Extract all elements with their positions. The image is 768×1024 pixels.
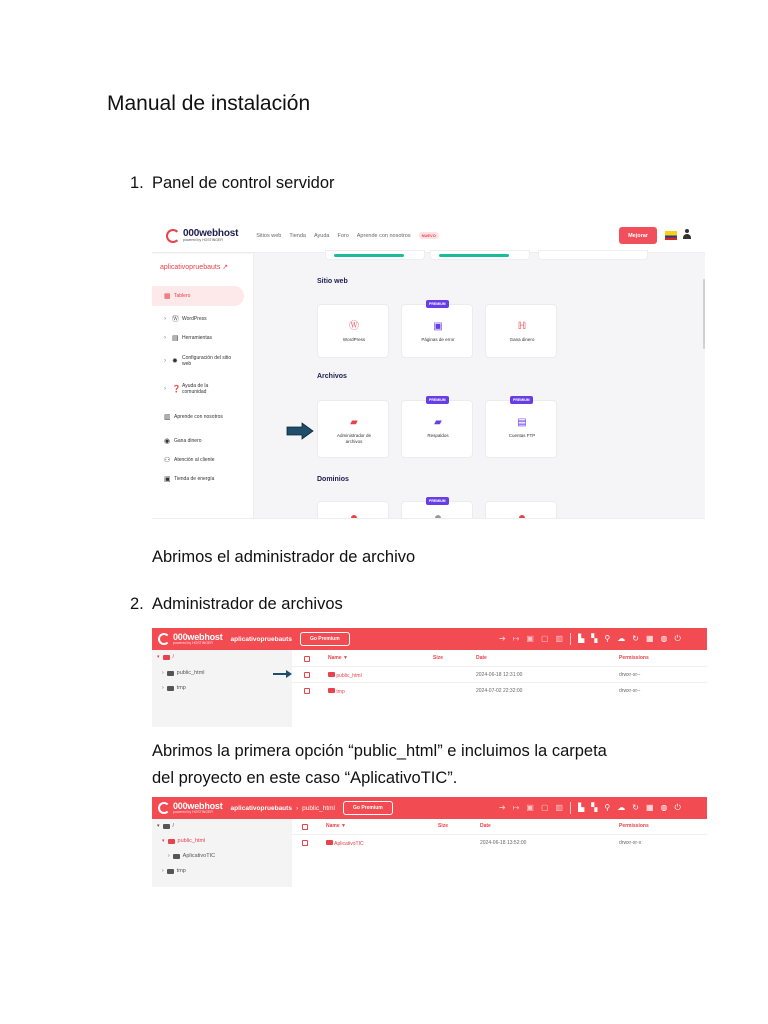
gear-icon: ✹ [172,358,178,365]
breadcrumb[interactable]: public_html [302,804,335,812]
search-icon[interactable]: ⚲ [604,634,611,643]
refresh-icon[interactable]: ↻ [632,634,639,643]
caption-line: Abrimos la primera opción “public_html” e incluimos la carpeta [152,742,607,760]
card-respaldos[interactable]: PREMIUM ▰ Respaldos [401,400,473,458]
logo-swirl-icon [158,802,170,814]
grid-view-icon[interactable]: ▦ [645,803,654,812]
dashboard-icon: ▦ [164,293,171,300]
folder-icon [167,686,174,691]
file-manager-top-bar [152,628,707,650]
wordpress-icon: Ⓦ [349,321,359,332]
file-name[interactable]: tmp [328,688,345,695]
premium-badge: PREMIUM [510,396,533,404]
folder-icon: ▰ [350,417,358,428]
pointer-arrow-icon [286,422,314,440]
support-icon: ⚇ [164,456,171,464]
folder-icon [168,839,175,844]
column-permissions[interactable]: Permissions [619,823,649,829]
toolbar [499,633,681,645]
row-checkbox[interactable] [304,672,310,678]
premium-badge: PREMIUM [426,300,449,308]
hosting-logo [158,802,223,815]
panel-main [255,254,705,519]
user-icon[interactable] [682,229,692,241]
logo-subtext: powered by HOSTINGER [173,809,213,814]
globe-icon[interactable]: ◍ [660,803,668,812]
hosting-logo [158,633,223,646]
file-manager-top-bar [152,797,707,819]
site-name[interactable]: aplicativopruebauts [230,804,292,812]
grid-view-icon[interactable]: ▦ [645,634,654,643]
upload-icon[interactable]: ☁ [617,634,626,643]
nav-foro[interactable]: Foro [337,232,349,239]
caption-line: del proyecto en este caso “AplicativoTIC”. [152,769,458,787]
archive-icon[interactable]: ▣ [526,634,534,643]
card-administrador-archivos[interactable]: ▰ Administrador de archivos [317,400,389,458]
go-premium-button[interactable]: Go Premium [300,632,350,646]
tree-root[interactable]: ▾ / [157,654,175,660]
step-1-heading [130,174,335,193]
external-link-icon: ↗ [222,264,229,271]
card-domain-1[interactable] [317,501,389,519]
tree-root[interactable]: ▾ / [157,823,175,829]
new-badge: NUEVO [419,232,439,239]
sidebar-item-aprende[interactable]: ▥ Aprende con nosotros [164,414,223,421]
logo-text: 000webhost [173,800,223,811]
folder-tree [152,650,292,727]
nav-ayuda[interactable]: Ayuda [313,232,330,239]
card-domain-2[interactable] [401,501,473,519]
step-2-caption [152,738,607,792]
panel-sidebar [152,254,254,519]
partial-card [538,250,648,260]
step-number: 2. [130,595,144,613]
logo-subtext: powered by HOSTINGER [173,640,213,645]
sidebar-item-ayuda-comunidad[interactable]: › ❓ Ayuda de la comunidad [164,383,209,395]
card-wordpress[interactable]: Ⓦ WordPress [317,304,389,358]
folder-tree [152,819,292,887]
panel-nav [256,232,439,239]
card-gana-dinero[interactable]: ℍ Gana dinero [485,304,557,358]
sidebar-item-atencion[interactable]: ⚇ Atención al cliente [164,456,215,464]
ftp-icon: ▤ [517,417,527,428]
file-permissions: drwxr-xr-x [619,840,642,846]
tree-item-tmp[interactable]: › tmp [162,868,186,874]
logo-text: 000webhost [183,227,239,239]
folder-icon [328,672,335,677]
select-all-checkbox[interactable] [304,656,310,662]
new-folder-icon[interactable]: ▚ [591,634,598,643]
file-date: 2024-06-18 12:31:00 [476,672,523,678]
section-title-sitio-web: Sitio web [317,278,348,285]
file-name[interactable]: AplicativoTIC [326,840,364,847]
folder-icon [163,824,170,829]
site-name[interactable]: aplicativopruebauts [230,635,292,643]
document-title: Manual de instalación [107,92,311,115]
money-icon: ◉ [164,437,171,445]
section-title-dominios: Dominios [317,476,349,483]
language-flag-icon[interactable] [665,231,677,240]
card-paginas-error[interactable]: PREMIUM ▣ Páginas de error [401,304,473,358]
step-title: Administrador de archivos [152,595,343,613]
folder-icon [167,869,174,874]
logo-swirl-icon [158,633,170,645]
new-file-icon[interactable]: ▙ [578,803,585,812]
section-title-archivos: Archivos [317,373,347,380]
nav-tienda[interactable]: Tienda [289,232,306,239]
globe-icon[interactable]: ◍ [660,634,668,643]
logo-swirl-icon [166,229,180,243]
step-2-heading [130,595,343,614]
step-number: 1. [130,174,144,192]
move-icon[interactable]: ➔ [499,803,506,812]
select-all-checkbox[interactable] [302,824,308,830]
wordpress-icon: Ⓦ [172,315,179,323]
site-name-link[interactable]: aplicativopruebauts ↗ [160,264,229,271]
sidebar-item-tablero[interactable]: ▦ Tablero [152,286,244,306]
sidebar-item-wordpress[interactable]: › Ⓦ WordPress [164,315,207,323]
money-icon: ℍ [517,321,527,332]
column-date[interactable]: Date [476,655,487,661]
tree-item-public-html[interactable]: › public_html [162,670,205,676]
file-name[interactable]: public_html [328,672,362,679]
card-domain-3[interactable] [485,501,557,519]
file-permissions: drwxr-xr-- [619,672,641,678]
store-icon: ▣ [164,475,171,483]
column-name[interactable]: Name ▼ [326,823,346,829]
move-icon[interactable]: ➔ [499,634,506,643]
refresh-icon[interactable]: ↻ [632,803,639,812]
upgrade-button[interactable]: Mejorar [619,227,657,244]
column-size[interactable]: Size [433,655,444,661]
folder-icon [167,671,174,676]
logo-subtext: powered by HOSTINGER [183,237,223,242]
chevron-right-icon: › [164,315,166,322]
upload-icon[interactable]: ☁ [617,803,626,812]
tools-icon: ▤ [172,334,179,342]
toolbar [499,802,681,814]
new-file-icon[interactable]: ▙ [578,634,585,643]
folder-icon [326,840,333,845]
chevron-right-icon: › [164,334,166,341]
sidebar-item-tienda-energia[interactable]: ▣ Tienda de energía [164,475,215,483]
file-permissions: drwxr-xr-- [619,688,641,694]
nav-sitios-web[interactable]: Sitios web [256,232,282,239]
file-manager-screenshot-1 [152,628,707,727]
card-cuentas-ftp[interactable]: PREMIUM ▤ Cuentas FTP [485,400,557,458]
tree-item-public-html[interactable]: ▾ public_html [162,838,206,844]
trash-icon[interactable]: ▥ [555,803,564,812]
chevron-right-icon: › [164,386,166,392]
logout-icon[interactable]: ↦ [512,634,520,643]
column-date[interactable]: Date [480,823,491,829]
step-title: Panel de control servidor [152,174,335,192]
backup-icon: ▰ [434,417,442,428]
logout-icon[interactable]: ↦ [512,803,520,812]
tree-item-tmp[interactable]: › tmp [162,685,186,691]
step-1-caption: Abrimos el administrador de archivo [152,548,416,566]
premium-badge: PREMIUM [426,497,449,505]
file-date: 2024-06-18 13:52:00 [480,840,527,846]
control-panel-screenshot [152,219,705,519]
partial-card [325,250,425,260]
tree-item-aplicativotic[interactable]: › AplicativoTIC [168,853,216,859]
trash-icon[interactable]: ▥ [555,634,564,643]
folder-icon [328,688,335,693]
file-date: 2024-07-02 22:32:00 [476,688,523,694]
column-size[interactable]: Size [438,823,449,829]
hosting-logo [166,229,238,243]
copy-icon[interactable]: ▢ [540,634,549,643]
pointer-arrow-icon [273,669,293,679]
copy-icon[interactable]: ▢ [540,803,549,812]
breadcrumb-separator: › [295,804,299,812]
power-icon[interactable]: ⏻ [674,634,681,643]
column-permissions[interactable]: Permissions [619,655,649,661]
premium-badge: PREMIUM [426,396,449,404]
book-icon: ▥ [164,414,171,421]
sidebar-item-herramientas[interactable]: › ▤ Herramientas [164,334,213,342]
scrollbar[interactable] [703,279,705,349]
nav-aprende[interactable]: Aprende con nosotros [356,232,411,239]
row-checkbox[interactable] [302,840,308,846]
logo-text: 000webhost [173,631,223,642]
help-icon: ❓ [172,386,181,393]
panel-top-bar [152,219,705,253]
sidebar-item-gana-dinero[interactable]: ◉ Gana dinero [164,437,202,445]
search-icon[interactable]: ⚲ [604,803,611,812]
error-page-icon: ▣ [433,321,443,332]
new-folder-icon[interactable]: ▚ [591,803,598,812]
file-manager-screenshot-2 [152,797,707,887]
folder-icon [173,854,180,859]
row-checkbox[interactable] [304,688,310,694]
archive-icon[interactable]: ▣ [526,803,534,812]
folder-icon [163,655,170,660]
go-premium-button[interactable]: Go Premium [343,801,393,815]
partial-card [430,250,530,260]
power-icon[interactable]: ⏻ [674,803,681,812]
column-name[interactable]: Name ▼ [328,655,348,661]
sidebar-item-configuracion[interactable]: › ✹ Configuración del sitio web [164,355,232,367]
chevron-right-icon: › [164,358,166,364]
